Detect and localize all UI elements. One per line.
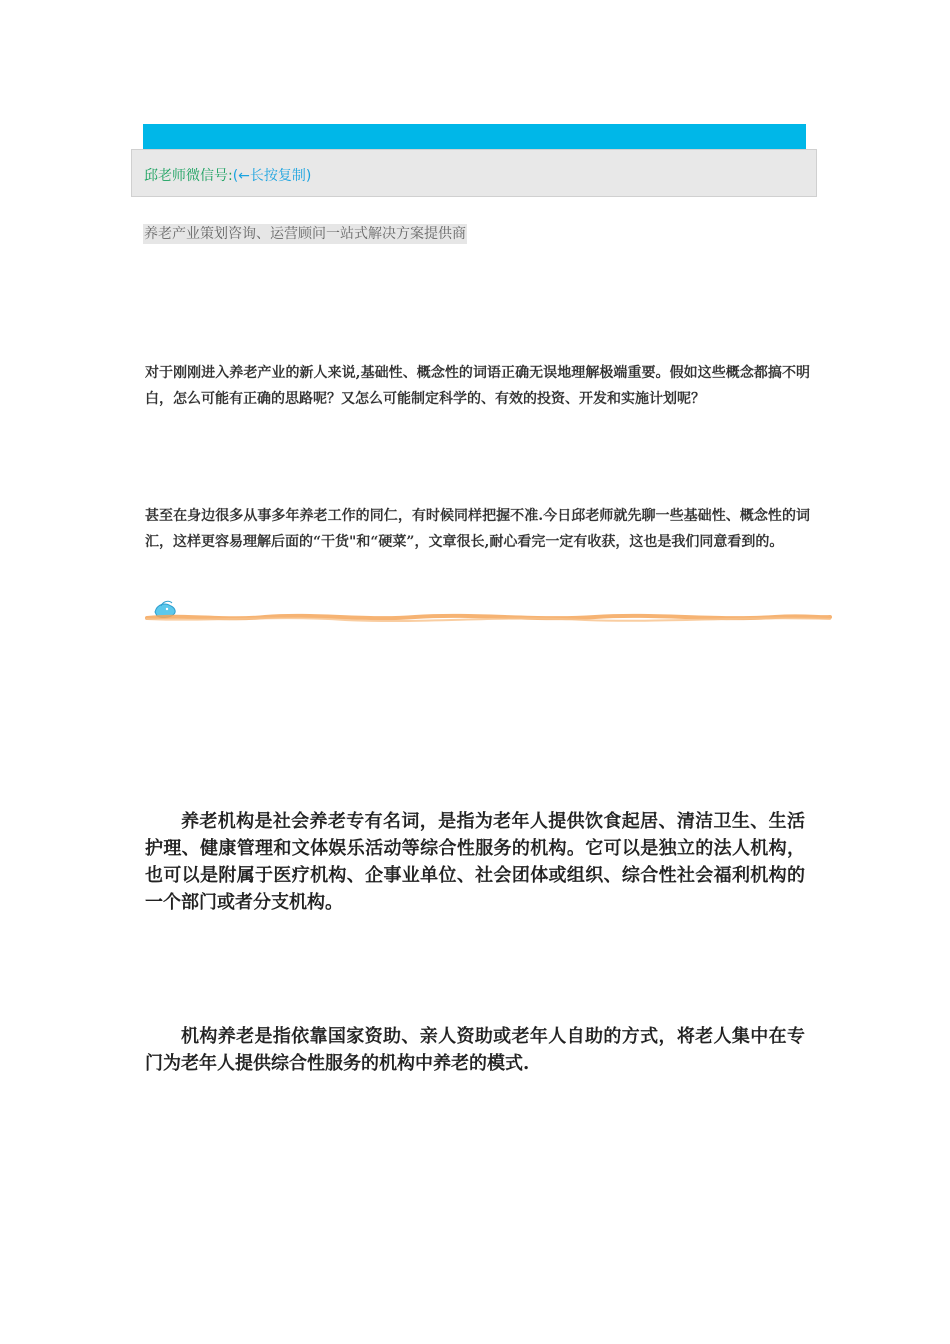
company-tagline: 养老产业策划咨询、运营顾问一站式解决方案提供商	[144, 226, 466, 242]
wechat-label: 邱老师微信号:	[144, 168, 233, 184]
wechat-line	[144, 165, 311, 185]
header-color-bar	[143, 124, 806, 149]
decorative-divider	[145, 598, 832, 626]
intro-paragraph-1: 对于刚刚进入养老产业的新人来说,基础性、概念性的词语正确无误地理解极端重要。假如这些概念都搞不明白，怎么可能有正确的思路呢？又怎么可能制定科学的、有效的投资、开发和实施计划呢？	[145, 365, 810, 407]
wechat-copy-hint[interactable]: (←长按复制)	[232, 168, 312, 184]
content-paragraph-1: 养老机构是社会养老专有名词，是指为老年人提供饮食起居、清洁卫生、生活护理、健康管理和文体娱乐活动等综合性服务的机构。它可以是独立的法人机构，也可以是附属于医疗机构、企事业单位、社会团体或组织、综合性社会福利机构的一个部门或者分支机构。	[145, 811, 805, 913]
intro-paragraph-2: 甚至在身边很多从事多年养老工作的同仁，有时候同样把握不准.今日邱老师就先聊一些基础性、概念性的词汇，这样更容易理解后面的“干货"和“硬菜”，文章很长,耐心看完一定有收获，这也是我们同意看到的。	[145, 508, 810, 550]
content-paragraph-2: 机构养老是指依靠国家资助、亲人资助或老年人自助的方式，将老人集中在专门为老年人提供综合性服务的机构中养老的模式.	[145, 1026, 805, 1074]
wechat-info-box	[131, 149, 817, 197]
